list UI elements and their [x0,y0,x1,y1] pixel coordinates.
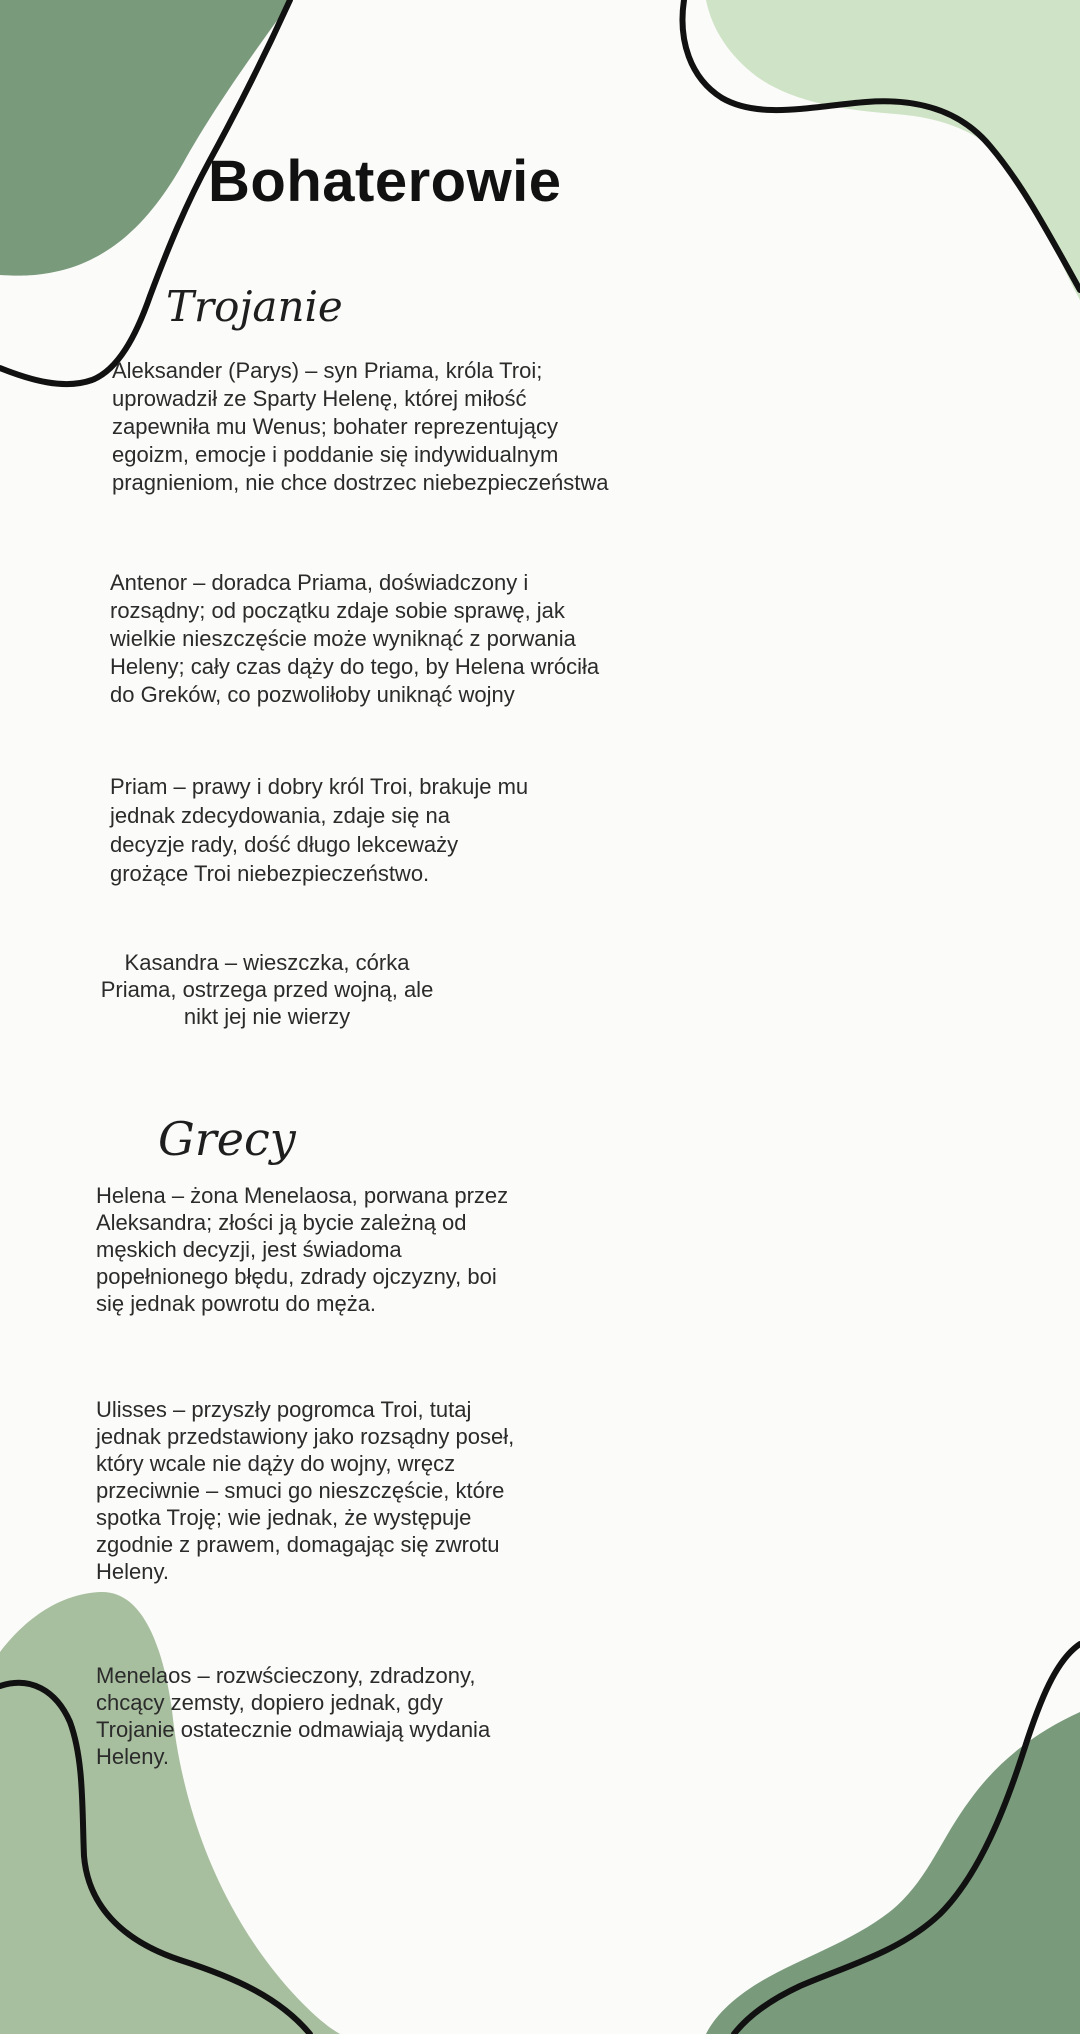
character-description-priam: Priam – prawy i dobry król Troi, brakuje mu jednak zdecydowania, zdaje się na decyzje rady, dość długo lekceważy grożące Troi niebezpieczeństwo. [110,774,529,886]
character-description-menelaos: Menelaos – rozwścieczony, zdradzony, chcący zemsty, dopiero jednak, gdy Trojanie ostatecznie odmawiają wydania Heleny. [96,1663,491,1769]
character-description-antenor: Antenor – doradca Priama, doświadczony i rozsądny; od początku zdaje sobie sprawę, jak wielkie nieszczęście może wyniknąć z porwania Heleny; cały czas dąży do tego, by Helena wróciła do Greków, co pozwoliłoby uniknąć wojny [110,570,600,707]
section-heading-grecy: Grecy [158,1112,296,1166]
page-title: Bohaterowie [208,149,562,214]
character-description-aleksander: Aleksander (Parys) – syn Priama, króla Troi; uprowadził ze Sparty Helenę, której miłość zapewniła mu Wenus; bohater reprezentujący egoizm, emocje i poddanie się indywidualnym pragnieniom, nie chce dostrzec niebezpieczeństwa [112,358,609,495]
character-description-kasandra: Kasandra – wieszczka, córka Priama, ostrzega przed wojną, ale nikt jej nie wierzy [100,950,434,1029]
character-description-helena: Helena – żona Menelaosa, porwana przez Aleksandra; złości ją bycie zależną od męskich decyzji, jest świadoma popełnionego błędu, zdrady ojczyzny, boi się jednak powrotu do męża. [96,1183,509,1316]
section-heading-trojanie: Trojanie [166,282,343,331]
character-description-ulisses: Ulisses – przyszły pogromca Troi, tutaj jednak przedstawiony jako rozsądny poseł, który wcale nie dąży do wojny, wręcz przeciwnie – smuci go nieszczęście, które spotka Troję; wie jednak, że występuje zgodnie z prawem, domagając się zwrotu Heleny. [96,1397,515,1584]
